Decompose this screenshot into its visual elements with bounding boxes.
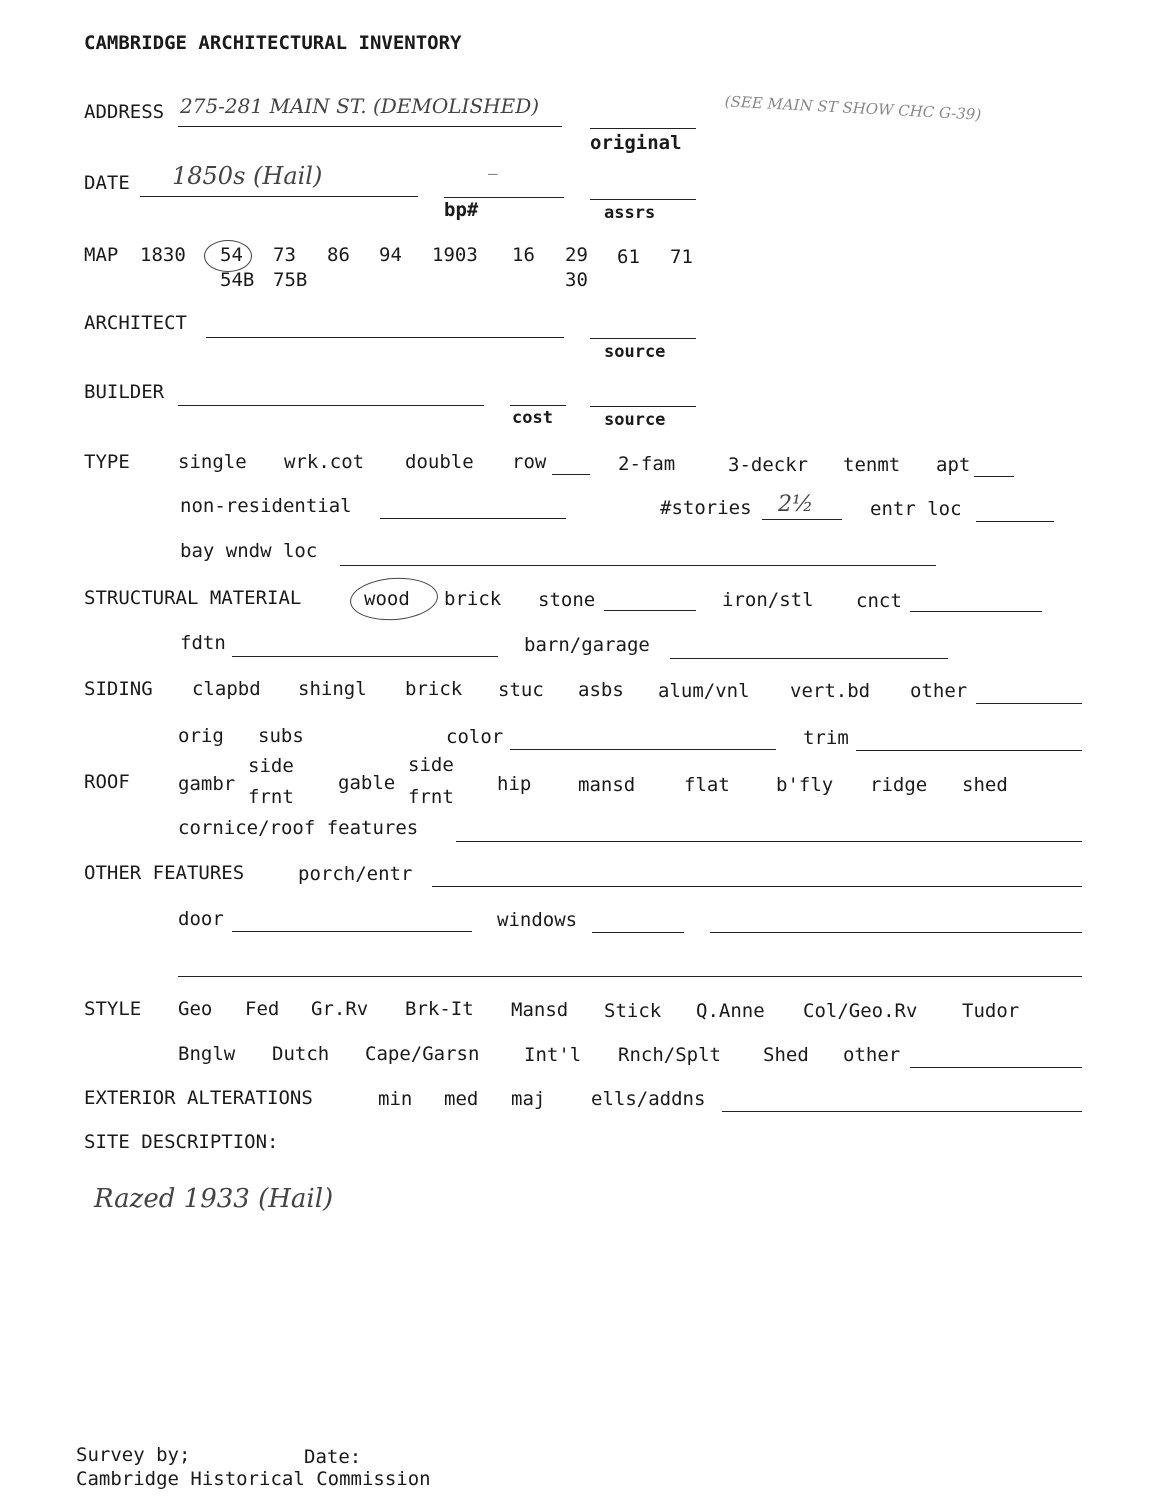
- siding-subs: subs: [258, 725, 304, 747]
- stories-line: [762, 519, 842, 520]
- siding-option: clapbd: [192, 678, 261, 700]
- map-sub-year: 30: [565, 269, 588, 291]
- type-option: apt: [936, 454, 971, 476]
- form-title: CAMBRIDGE ARCHITECTURAL INVENTORY: [84, 32, 462, 54]
- map-year: 73: [273, 244, 296, 266]
- apt-line: [974, 476, 1014, 477]
- cornice-label: cornice/roof features: [178, 817, 419, 839]
- stone-line: [604, 610, 696, 611]
- original-line: [590, 128, 696, 129]
- style-other-line: [910, 1067, 1082, 1068]
- type-option: double: [405, 451, 474, 473]
- builder-label: BUILDER: [84, 381, 165, 403]
- address-handwritten: 275-281 MAIN ST. (DEMOLISHED): [180, 94, 540, 118]
- date-label: DATE: [84, 172, 130, 194]
- architect-source-line: [590, 338, 696, 339]
- siding-option: shingl: [298, 678, 367, 700]
- non-residential-label: non-residential: [180, 495, 352, 517]
- style-option: Mansd: [511, 999, 569, 1021]
- cornice-line: [456, 841, 1082, 842]
- map-sub-year: 75B: [273, 269, 308, 291]
- structural-option: stone: [538, 589, 596, 611]
- style-option: Shed: [763, 1044, 809, 1066]
- stories-label: #stories: [660, 497, 752, 519]
- map-year: 54: [220, 244, 243, 266]
- roof-gable: gable: [338, 772, 396, 794]
- style-option: Col/Geo.Rv: [803, 1000, 918, 1022]
- site-description-handwritten: Razed 1933 (Hail): [94, 1184, 334, 1214]
- porch-entr-label: porch/entr: [298, 863, 413, 885]
- siding-label: SIDING: [84, 678, 153, 700]
- other-features-extra-line: [178, 976, 1082, 977]
- roof-label: ROOF: [84, 771, 130, 793]
- barn-garage-line: [670, 658, 948, 659]
- style-option: Dutch: [272, 1043, 330, 1065]
- date-handwritten: 1850s (Hail): [172, 162, 323, 190]
- entr-loc-line: [976, 521, 1054, 522]
- map-year: 71: [670, 246, 693, 268]
- barn-garage-label: barn/garage: [524, 634, 650, 656]
- type-option: tenmt: [843, 454, 901, 476]
- circle-mark: [204, 240, 252, 272]
- architect-source-caption: source: [604, 342, 666, 362]
- structural-option: brick: [444, 588, 502, 610]
- roof-option: b'fly: [776, 774, 834, 796]
- roof-gambr-side: side: [248, 755, 294, 777]
- type-option: single: [178, 451, 247, 473]
- style-label: STYLE: [84, 998, 142, 1020]
- siding-option: stuc: [498, 679, 544, 701]
- cost-caption: cost: [512, 408, 553, 428]
- style-option: other: [843, 1044, 901, 1066]
- roof-gambr-frnt: frnt: [248, 786, 294, 808]
- siding-orig: orig: [178, 725, 224, 747]
- roof-option: shed: [962, 774, 1008, 796]
- alteration-option: ells/addns: [591, 1088, 706, 1110]
- architect-label: ARCHITECT: [84, 312, 187, 334]
- architect-line: [206, 337, 564, 338]
- map-year: 86: [327, 244, 350, 266]
- siding-trim-label: trim: [803, 727, 849, 749]
- address-line: [178, 126, 562, 127]
- footer-date-label: Date:: [304, 1446, 362, 1468]
- site-description-label: SITE DESCRIPTION:: [84, 1131, 279, 1153]
- alterations-label: EXTERIOR ALTERATIONS: [84, 1087, 313, 1109]
- type-option: 3-deckr: [728, 454, 809, 476]
- style-option: Rnch/Splt: [618, 1044, 721, 1066]
- assrs-caption: assrs: [604, 203, 656, 223]
- siding-color-line: [510, 749, 776, 750]
- type-label: TYPE: [84, 451, 130, 473]
- stories-value: 2½: [778, 492, 814, 517]
- windows-line: [592, 932, 684, 933]
- siding-option: asbs: [578, 679, 624, 701]
- date-line: [140, 196, 418, 197]
- door-label: door: [178, 908, 224, 930]
- roof-option: flat: [684, 774, 730, 796]
- entr-loc-label: entr loc: [870, 498, 962, 520]
- other-features-label: OTHER FEATURES: [84, 862, 245, 884]
- structural-label: STRUCTURAL MATERIAL: [84, 587, 302, 609]
- style-option: Cape/Garsn: [365, 1043, 480, 1065]
- roof-gable-side: side: [408, 754, 454, 776]
- style-option: Q.Anne: [696, 1000, 765, 1022]
- builder-source-caption: source: [604, 410, 666, 430]
- siding-trim-line: [856, 750, 1082, 751]
- style-option: Bnglw: [178, 1043, 236, 1065]
- alteration-option: min: [378, 1088, 413, 1110]
- circle-mark: [349, 575, 440, 623]
- survey-by-label: Survey by;: [76, 1444, 191, 1466]
- style-option: Stick: [604, 1000, 662, 1022]
- map-year: 29: [565, 244, 588, 266]
- roof-option: hip: [497, 773, 532, 795]
- builder-line: [178, 405, 484, 406]
- siding-option: vert.bd: [790, 680, 871, 702]
- row-line: [552, 474, 590, 475]
- bp-dash: —: [488, 164, 498, 183]
- alteration-option: med: [444, 1088, 479, 1110]
- style-option: Geo: [178, 998, 213, 1020]
- porch-entr-line: [432, 886, 1082, 887]
- original-caption: original: [590, 132, 682, 154]
- bp-line: [444, 197, 564, 198]
- roof-gable-frnt: frnt: [408, 786, 454, 808]
- roof-gambr: gambr: [178, 773, 236, 795]
- siding-option: other: [910, 680, 968, 702]
- map-year: 94: [379, 244, 402, 266]
- style-option: Gr.Rv: [311, 998, 369, 1020]
- map-sub-year: 54B: [220, 269, 255, 291]
- siding-other-line: [976, 703, 1082, 704]
- door-line: [232, 931, 472, 932]
- structural-option: iron/stl: [722, 589, 814, 611]
- alterations-line: [722, 1111, 1082, 1112]
- type-option: row: [512, 451, 547, 473]
- fdtn-label: fdtn: [180, 632, 226, 654]
- cost-line: [510, 405, 566, 406]
- bay-wndw-loc-line: [340, 565, 936, 566]
- siding-option: alum/vnl: [658, 680, 750, 702]
- bp-caption: bp#: [444, 199, 479, 221]
- roof-option: mansd: [578, 774, 636, 796]
- windows-extra-line: [710, 932, 1082, 933]
- siding-color-label: color: [446, 726, 504, 748]
- map-year: 1903: [432, 244, 478, 266]
- commission-name: Cambridge Historical Commission: [76, 1468, 431, 1490]
- address-label: ADDRESS: [84, 101, 165, 123]
- map-year: 16: [512, 244, 535, 266]
- address-note: (SEE MAIN ST SHOW CHC G-39): [724, 92, 982, 124]
- roof-option: ridge: [870, 774, 928, 796]
- windows-label: windows: [497, 909, 578, 931]
- style-option: Tudor: [962, 1000, 1020, 1022]
- builder-source-line: [590, 406, 696, 407]
- type-option: wrk.cot: [284, 451, 365, 473]
- type-option: 2-fam: [618, 453, 676, 475]
- non-residential-line: [380, 518, 566, 519]
- alteration-option: maj: [511, 1088, 546, 1110]
- cnct-line: [910, 611, 1042, 612]
- map-year: 61: [617, 246, 640, 268]
- style-option: Int'l: [524, 1044, 582, 1066]
- map-label: MAP: [84, 244, 119, 266]
- structural-option: cnct: [856, 590, 902, 612]
- assrs-line: [590, 199, 696, 200]
- bay-wndw-loc-label: bay wndw loc: [180, 540, 318, 562]
- fdtn-line: [232, 656, 498, 657]
- style-option: Fed: [245, 998, 280, 1020]
- siding-option: brick: [405, 678, 463, 700]
- style-option: Brk-It: [405, 998, 474, 1020]
- structural-option-wood: wood: [364, 588, 410, 610]
- map-year: 1830: [140, 244, 186, 266]
